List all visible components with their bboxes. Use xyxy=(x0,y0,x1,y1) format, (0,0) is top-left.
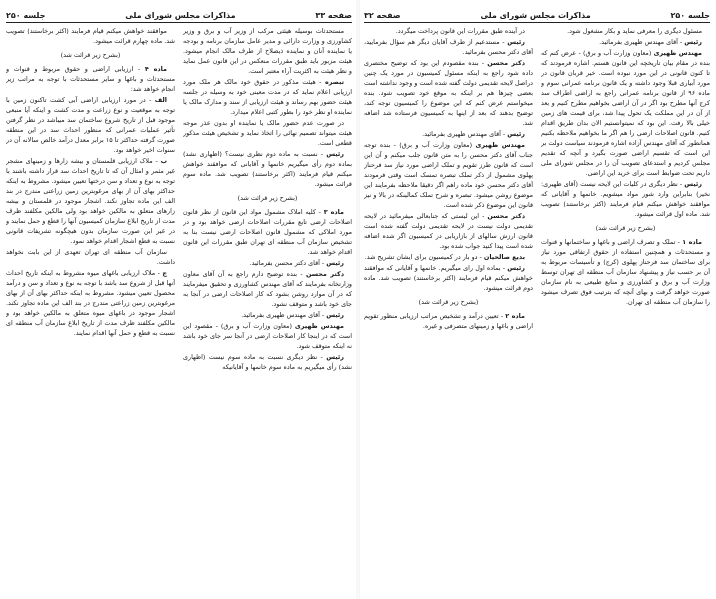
speaker-name: رئیس xyxy=(507,130,525,138)
paragraph-text: در صورت عدم حضور مالک یا نماینده او بدون عذر موجه هیئت میتواند تصمیم نهائی را اتخاذ نماید و تشخیص هیئت مذکور قطعی است. xyxy=(183,119,352,147)
left-page-columns xyxy=(6,26,352,593)
paragraph-text: موافقند خواهش میکنم قیام فرمایند (اکثر برخاستند) تصویب شد. ماده چهارم قرائت میشود. xyxy=(6,27,175,45)
transcript-paragraph xyxy=(541,237,710,307)
right-page-header xyxy=(364,8,710,20)
paragraph-text: - در مورد ارزیابی اراضی آبی کشت تاکنون زمین با توجه به موقعیت و نوع زراعت و مدت کشت و اینکه آیا منبعی موجود قبل از تاریخ شروع ساختمان سد میباشد در نظر گرفتن تأثیر عملیات عمرانی که منظور احداث سد در این منطقه صورت گرفته حداکثر تا ۱۵ برابر معدل درآمد خالص سالانه آن در سنوات اخیر خواهد بود. xyxy=(6,96,175,154)
paragraph-text: (بشرح زیر قرائت شد) xyxy=(595,224,656,232)
text-column xyxy=(183,26,352,593)
paragraph-text: مستحدثات بوسیله هیئتی مرکب از وزیر آب و برق و وزیر کشاورزی و وزارت دارائی و مدیر عامل سازمان برنامه و بودجه یا نماینده آنان و نماینده ذیصلاح از طرف مالک انجام میشود. هیئت مزبور باید طبق مقررات منعکس در این قانون عمل نماید و نظر هیئت به اکثریت آراء معتبر است. xyxy=(183,27,352,75)
paragraph-text: (بشرح زیر قرائت شد) xyxy=(237,194,298,202)
reading-note xyxy=(541,223,710,233)
transcript-paragraph xyxy=(364,311,533,331)
header-rule xyxy=(6,22,352,23)
speaker-name: دکتر محسن xyxy=(487,59,525,67)
transcript-paragraph xyxy=(541,48,710,178)
paragraph-text: - ملاک ارزیابی باغهای میوه مشروط به اینکه تاریخ احداث آنها قبل از شروع سد باشد با توجه به نوع و تعداد و سن و درآمد محصول تعیین میشود. مشروط به اینکه حداکثر بهای آن از بهای مرغوبترین زمین زراعتی مندرج در بند الف این ماده تجاوز نکند. اشجار موجود در باغهای میوه متعلق به مالکین خواهد بود و مالکین مکلفند ظرف مدت از تاریخ ابلاغ سازمان آب منطقه ای نسبت به قطع و حمل آنها اقدام نمایند. xyxy=(6,269,175,337)
transcript-paragraph xyxy=(6,156,175,246)
transcript-paragraph xyxy=(6,247,175,267)
speaker-name: بدیع صالحیان xyxy=(483,253,525,261)
running-title: مذاکرات مجلس شورای ملی xyxy=(480,11,591,20)
paragraph-text: - آقای دکتر محسن بفرمائید. xyxy=(249,259,327,267)
paragraph-text: (معاون وزارت آب و برق) - مقصود این است که در اینجا کار اصلاحات ارضی در آنجا سر جای خود باشد نه اینکه متوقف شود. xyxy=(183,322,352,350)
speaker-name: رئیس xyxy=(507,264,525,272)
text-column xyxy=(6,26,175,593)
transcript-paragraph xyxy=(6,268,175,338)
paragraph-text: - بنده توضیح دارم راجع به آن آقای معاون وزارتخانه بفرمایند که آقای مهندس کشاورزی و تحقیق میفرمایند که در آن موارد روشن بشود که کار اصلاحات ارضی در آنجا به جای خود باشد و متوقف نشود. xyxy=(183,270,352,308)
transcript-paragraph xyxy=(183,321,352,351)
paragraph-text: - بماده اول رای میگیریم. خانمها و آقایانی که موافقند خواهش میکنم قیام فرمایند (اکثر برخاستند) تصویب شد. ماده دوم قرائت میشود. xyxy=(364,264,533,292)
transcript-paragraph xyxy=(183,258,352,268)
paragraph-text: - ارزیابی اراضی و حقوق مربوط و قنوات و مستحدثات و باغها و سایر مستحدثات با توجه به مراتب زیر انجام خواهد شد: xyxy=(6,65,175,93)
speaker-name: ماده ۳ xyxy=(323,208,344,216)
paragraph-text: - تعیین درآمد و تشخیص مراتب ارزیابی منظور تقویم اراضی و باغها و زمینهای متصرفی و غیره. xyxy=(364,312,533,330)
speaker-name: مهندس ظهیری xyxy=(294,322,345,330)
paragraph-text: در آینده طبق مقررات این قانون پرداخت میگردد. xyxy=(395,27,525,35)
paragraph-text: - بنده مقصودم این بود که توضیح مختصری داده شود راجع به اینکه مسئول کمیسیون در مورد یک چنین دراصل لایحه تقدیمی دولت گفته شده است و وجود نداشته است بعضی چیزها هم بر اینکه به موقع خود تصویب شود. بنده میخواستم عرض کنم که این موضوع را کمیسیون توجه کند، توضیح بدهند که بعد از اینها به کمیسیون فرستاده شد اضافه شد. xyxy=(364,59,533,127)
speaker-name: ج xyxy=(162,269,167,277)
speaker-name: ماده ۲ xyxy=(505,312,525,320)
paragraph-text: - آقای مهندس ظهیری بفرمائید. xyxy=(241,311,327,319)
transcript-paragraph xyxy=(183,269,352,309)
transcript-paragraph xyxy=(183,26,352,76)
speaker-name: تبصره xyxy=(324,78,344,86)
paragraph-text: - نظر دیگری نسبت به ماده سوم نیست (اظهاری نشد) رأی میگیریم به ماده سوم خانمها و آقایانیکه xyxy=(183,353,352,371)
transcript-paragraph xyxy=(183,207,352,257)
speaker-name: رئیس xyxy=(326,259,344,267)
transcript-paragraph xyxy=(6,64,175,94)
paragraph-text: - هیئت مذکور در حقوق خود مالک هر ملک مورد ارزیابی اعلام نماید که در مدت معینی خود به وسیله در جلسه هیئت حضور بهم رساند و هیئت ارزیابی از سند و مدارک مالک یا نماینده او نظر خود را بطور کتبی اعلام میدارد. xyxy=(183,78,352,116)
running-title: مذاکرات مجلس شورای ملی xyxy=(125,11,236,20)
transcript-paragraph xyxy=(364,37,533,57)
paragraph-text: - دو بار در کمیسیون برای ایشان تشریح شد. xyxy=(364,253,484,261)
transcript-paragraph xyxy=(541,37,710,47)
paragraph-text: - آقای مهندس ظهیری بفرمائید. xyxy=(599,38,685,46)
transcript-paragraph xyxy=(364,263,533,293)
transcript-paragraph xyxy=(183,77,352,117)
paragraph-text: - مستدعیم از طرف آقایان دیگر هم سؤال بفرمایید، آقای دکتر محسن بفرمائید. xyxy=(364,38,533,56)
text-column xyxy=(364,26,533,593)
speaker-name: دکتر محسن xyxy=(306,270,344,278)
transcript-paragraph xyxy=(364,26,533,36)
paragraph-text: مسئول دیگری را معرفی نماید و بکار مشغول شود. xyxy=(567,27,702,35)
page-number: صفحه ۳۳ xyxy=(315,11,352,20)
transcript-paragraph xyxy=(364,211,533,251)
transcript-paragraph xyxy=(6,26,175,46)
transcript-paragraph xyxy=(183,149,352,189)
session-number: جلسه ۲۵۰ xyxy=(6,11,46,20)
transcript-paragraph xyxy=(364,140,533,210)
transcript-paragraph xyxy=(183,118,352,148)
paragraph-text: - نظر دیگری در کلیات این لایحه نیست (آقای ظهیری: نخیر) بنابراین وارد شور مواد میشویم. خانمها و آقایانی که موافقند خواهش میکنم قیام فرمایند (اکثر برخاستند) تصویب شد. ماده اول قرائت میشود. xyxy=(541,180,710,218)
reading-note xyxy=(364,297,533,307)
paragraph-text: - آقای مهندس ظهیری بفرمائید. xyxy=(422,130,508,138)
paragraph-text: - تملک و تصرف اراضی و باغها و ساختمانها و قنوات و مستحدثات و همچنین استفاده از حقوق ارتفاقی مورد نیاز برای ساختمان سد فرحناز پهلوی (کرج) و تأسیسات مربوط به آن بر حسب نیاز و پیشنهاد سازمان آب منطقه ای تهران توسط وزارت آب و برق و کشاورزی و منابع طبیعی به نام سازمان صورت خواهد گرفت و بهای آنچه که بترتیب فوق تصرف میشود را سازمان آب منطقه ای تهران. xyxy=(541,238,710,306)
session-number: جلسه ۲۵۰ xyxy=(670,11,710,20)
reading-note xyxy=(6,50,175,60)
transcript-paragraph xyxy=(183,352,352,372)
paragraph-text: (بشرح زیر قرائت شد) xyxy=(60,51,121,59)
left-page-header xyxy=(6,8,352,20)
reading-note xyxy=(183,193,352,203)
transcript-paragraph xyxy=(364,58,533,128)
speaker-name: رئیس xyxy=(684,38,702,46)
speaker-name: رئیس xyxy=(326,150,344,158)
speaker-name: رئیس xyxy=(326,311,344,319)
paragraph-text: - ملاک ارزیابی قلمستان و بیشه زارها و زمینهای مشجر غیر مثمر و امثال آن که تا تاریخ احداث سد قرار داشته باشند با توجه به نوع و تعداد و سن درختها تعیین میشود. مشروط به اینکه حداکثر بهای آن از بهای مرغوبترین زمین زراعتی مندرج در بند الف این ماده تجاوز نکند. اشجار موجود در قلمستان و بیشه زارهای متعلق به مالکین خواهد بود ولی مالکین مکلفند ظرف مدت از تاریخ ابلاغ سازمان کمیسیون آنها را قطع و حمل نمایند و در غیر این صورت سازمان بدون هیچگونه تشریفات قانونی نسبت به قطع اشجار اقدام خواهد نمود. xyxy=(6,157,175,245)
text-column xyxy=(541,26,710,593)
right-page xyxy=(358,0,716,599)
paragraph-text: - کلیه املاک مشمول مواد این قانون از نظر قانون اصلاحات ارضی تابع مقررات اصلاحات ارضی خواهد بود و در مورد املاکی که مشمول قانون اصلاحات ارضی نیست بنا به تشخیص سازمان آب منطقه ای تهران طبق مقررات این قانون اقدام خواهد شد. xyxy=(183,208,352,256)
paragraph-text: سازمان آب منطقه ای تهران تعهدی از این بابت نخواهد داشت. xyxy=(6,248,175,266)
speaker-name: ماده ۴ xyxy=(144,65,167,73)
transcript-paragraph xyxy=(364,252,533,262)
transcript-paragraph xyxy=(541,26,710,36)
speaker-name: مهندس ظهیری xyxy=(653,49,702,57)
speaker-name: الف xyxy=(154,96,167,104)
speaker-name: دکتر محسن xyxy=(487,212,525,220)
paragraph-text: (بشرح زیر قرائت شد) xyxy=(418,298,479,306)
speaker-name: رئیس xyxy=(507,38,525,46)
speaker-name: مهندس ظهیری xyxy=(475,141,525,149)
paragraph-text: (معاون وزارت آب و برق) - عرض کنم که بنده در مقام بیان تاریخچه این قانون هستم. اشاره فرمودند که تا کنون قانونی در این مورد نبوده است. خیر قربان قانون در مورد آبیاری قبلا وجود داشته و یک قانون برنامه عمرانی سوم و ماده ۹۶ از قانون برنامه عمرانی راجع به اراضی اطراف سد کرج آنها مطرح بود اگر در آن اراضی بخواهیم مطرح کنیم و بعد از آن در این مملکت یک تحول پیدا شد، برای قیمت های زمین خیلی بالا رفت. این بود که نمیتوانستیم الان بدان طریق اقدام کنیم. قانون اصلاحات ارضی را هم اگر ما بخواهیم ملاحظه بکنیم همانطور که آقای مهندس آزاده اشاره فرمودند سیاست دولت بر این است که تقسیم اراضی صورت بگیرد و آنچه که تقدیم مجلس کردیم و استدعای تصویب آن را در مجلس شورای ملی داریم تحت ضوابط است برای خرید این اراضی. xyxy=(541,49,710,177)
right-page-columns xyxy=(364,26,710,593)
header-rule xyxy=(364,22,710,23)
paragraph-text: - این لیستی که جنابعالی میفرمائید در لایحه تقدیمی دولت نیست در لایحه تقدیمی دولت گفته شده است قانون ارزش سالهای از بازاریابی در کمیسیون اگر شده اضافه شده است پیدا کنید جواب شده بود. xyxy=(364,212,533,250)
transcript-paragraph xyxy=(364,129,533,139)
transcript-paragraph xyxy=(6,95,175,155)
paragraph-text: - نسبت به ماده دوم نظری نیست؟ (اظهاری نشد) بماده دوم رأی میگیریم خانمها و آقایانی که موافقند خواهش میکنم قیام فرمایند (اکثر برخاستند) تصویب شد. ماده سوم قرائت میشود. xyxy=(183,150,352,188)
speaker-name: رئیس xyxy=(684,180,702,188)
speaker-name: ماده ۱ xyxy=(682,238,702,246)
page-number: صفحه ۳۲ xyxy=(364,11,401,20)
transcript-paragraph xyxy=(183,310,352,320)
transcript-paragraph xyxy=(541,179,710,219)
speaker-name: ب xyxy=(160,157,167,165)
paragraph-text: (معاون وزارت آب و برق) - بنده توجه جناب آقای دکتر محسن را به متن قانون جلب میکنم و آن این است که قانون طرز تقویم و تملک اراضی مورد نیاز سد فرحناز پهلوی مشمول از ذکر تملک تبصره تمسک است وقتی فرمودند آقای دکتر محسن خود ماده راهم اگر دقیقا ملاحظه بفرمایند این موضوع روشن میشود. تبصره و شرح تملک کمالینکه در بالا و نیز قانون این موضوع ذکر شده است. xyxy=(364,141,533,209)
speaker-name: رئیس xyxy=(326,353,344,361)
